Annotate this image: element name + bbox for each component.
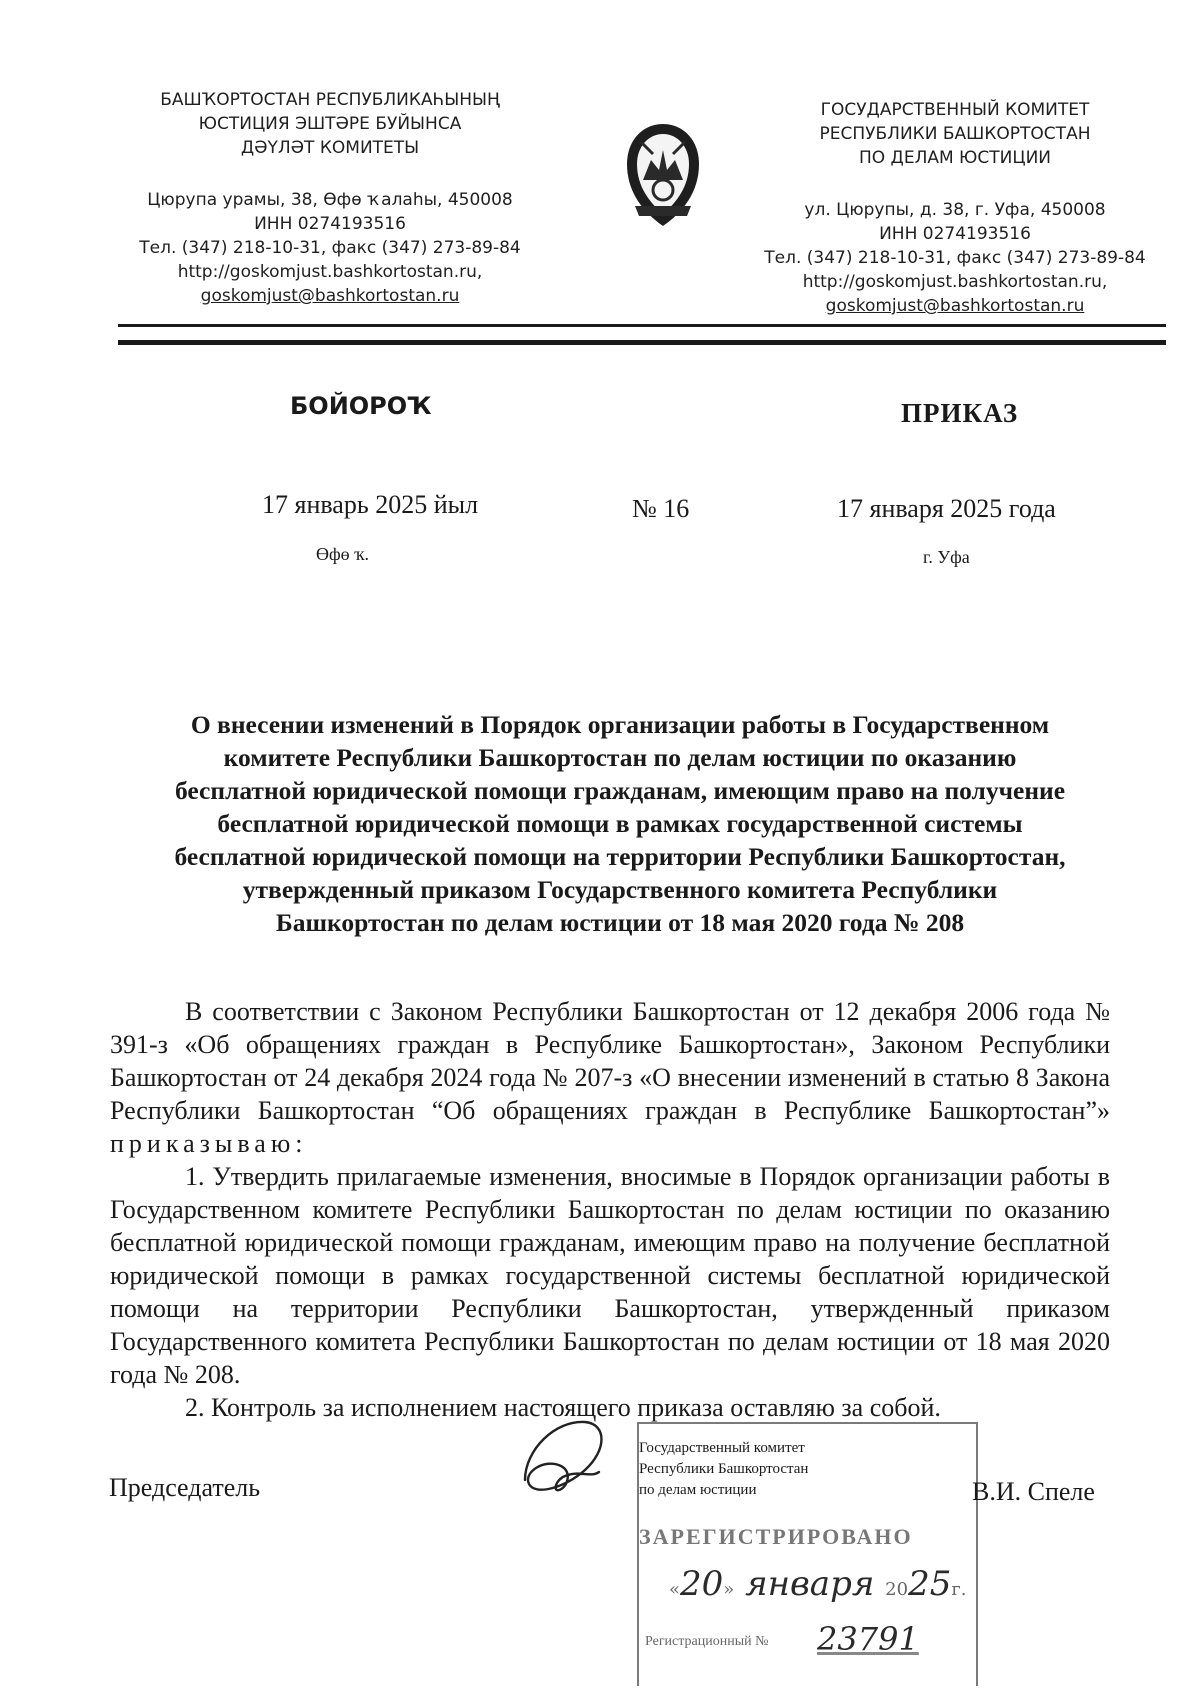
stamp-line1: Государственный комитет [639, 1440, 805, 1456]
header-ru-line3: ПО ДЕЛАМ ЮСТИЦИИ [858, 148, 1052, 168]
header-ba-site: http://goskomjust.bashkortostan.ru, [177, 262, 483, 282]
order-word: приказываю: [110, 1129, 308, 1158]
title-line: О внесении изменений в Порядок организации работы в Государственном [190, 710, 1050, 739]
stamp-reg-number: 23791 [817, 1620, 919, 1658]
order-body [110, 995, 1110, 1424]
header-divider-thick [118, 340, 1166, 345]
title-line: бесплатной юридической помощи на территории Республики Башкортостан, [174, 842, 1066, 871]
registration-stamp [637, 1422, 978, 1686]
title-line: бесплатной юридической помощи гражданам, имеющим право на получение [174, 776, 1066, 805]
header-ru-email: goskomjust@bashkortostan.ru [825, 296, 1085, 316]
stamp-year-prefix: 20 [885, 1579, 909, 1600]
coat-of-arms-icon [619, 120, 707, 232]
header-ba-email: goskomjust@bashkortostan.ru [200, 286, 460, 306]
header-ru-line2: РЕСПУБЛИКИ БАШКОРТОСТАН [819, 124, 1091, 144]
doc-type-bashkir: БОЙОРОҠ [290, 392, 432, 420]
header-ba-line1: БАШҠОРТОСТАН РЕСПУБЛИКАҺЫНЫҢ [160, 90, 500, 110]
header-divider-thin [118, 324, 1166, 327]
title-line: бесплатной юридической помощи в рамках государственной системы [217, 809, 1023, 838]
date-russian: 17 января 2025 года [837, 494, 1056, 523]
header-ba-address: Цюрупа урамы, 38, Өфө ҡалаһы, 450008 [147, 190, 513, 210]
date-bashkir: 17 январь 2025 йыл [262, 490, 479, 519]
stamp-registered: ЗАРЕГИСТРИРОВАНО [639, 1524, 913, 1549]
signer-name: В.И. Спеле [972, 1477, 1095, 1506]
city-russian: г. Уфа [923, 547, 970, 567]
stamp-organization [639, 1438, 976, 1501]
title-line: комитете Республики Башкортостан по делам юстиции по оказанию [223, 743, 1017, 772]
preamble-paragraph [110, 995, 1110, 1160]
header-ba-line2: ЮСТИЦИЯ ЭШТӘРЕ БУЙЫНСА [198, 114, 462, 134]
header-ru-inn: ИНН 0274193516 [879, 224, 1031, 244]
header-ru-address: ул. Цюрупы, д. 38, г. Уфа, 450008 [804, 200, 1106, 220]
header-russian [745, 98, 1165, 318]
title-line: утвержденный приказом Государственного комитета Республики [242, 875, 998, 904]
doc-type-russian: ПРИКАЗ [901, 398, 1019, 428]
handwritten-signature-icon [515, 1410, 615, 1510]
stamp-line2: Республики Башкортостан [639, 1461, 809, 1477]
city-bashkir: Өфө ҡ. [316, 544, 369, 564]
header-ba-line3: ДӘҮЛӘТ КОМИТЕТЫ [240, 138, 420, 158]
stamp-date: «20» января 2025г. [669, 1564, 967, 1604]
order-title [110, 708, 1130, 939]
stamp-day: 20 [680, 1564, 724, 1604]
stamp-year-suffix: 25 [908, 1564, 952, 1604]
signer-position: Председатель [109, 1473, 261, 1502]
header-bashkir [120, 88, 540, 308]
header-ru-site: http://goskomjust.bashkortostan.ru, [802, 272, 1108, 292]
item-2: 2. Контроль за исполнением настоящего приказа оставляю за собой. [185, 1393, 941, 1422]
title-line: Башкортостан по делам юстиции от 18 мая 2020 года № 208 [275, 908, 965, 937]
header-ba-inn: ИНН 0274193516 [254, 214, 406, 234]
stamp-line3: по делам юстиции [639, 1482, 757, 1498]
header-ru-phone: Тел. (347) 218-10-31, факс (347) 273-89-84 [764, 248, 1146, 268]
preamble-text: В соответствии с Законом Республики Башкортостан от 12 декабря 2006 года № 391-з «Об обращениях граждан в Республике Башкортостан», Законом Республики Башкортостан от 24 декабря 2024 года № 207-з «О внесении изменений в статью 8 Закона Республики Башкортостан “Об обращениях граждан в Республике Башкортостан”» [110, 997, 1110, 1125]
item-1: 1. Утвердить прилагаемые изменения, вносимые в Порядок организации работы в Государственном комитете Республики Башкортостан по делам юстиции по оказанию бесплатной юридической помощи гражданам, имеющим право на получение бесплатной юридической помощи в рамках государственной системы бесплатной юридической помощи на территории Республики Башкортостан, утвержденный приказом Государственного комитета Республики Башкортостан по делам юстиции от 18 мая 2020 года № 208. [110, 1162, 1110, 1389]
header-ru-line1: ГОСУДАРСТВЕННЫЙ КОМИТЕТ [820, 100, 1090, 120]
stamp-year-letter: г. [951, 1579, 967, 1600]
header-ba-phone: Тел. (347) 218-10-31, факс (347) 273-89-84 [139, 238, 521, 258]
stamp-month: января [745, 1564, 875, 1604]
stamp-reg-label: Регистрационный № [645, 1634, 769, 1649]
order-number: № 16 [632, 494, 690, 523]
